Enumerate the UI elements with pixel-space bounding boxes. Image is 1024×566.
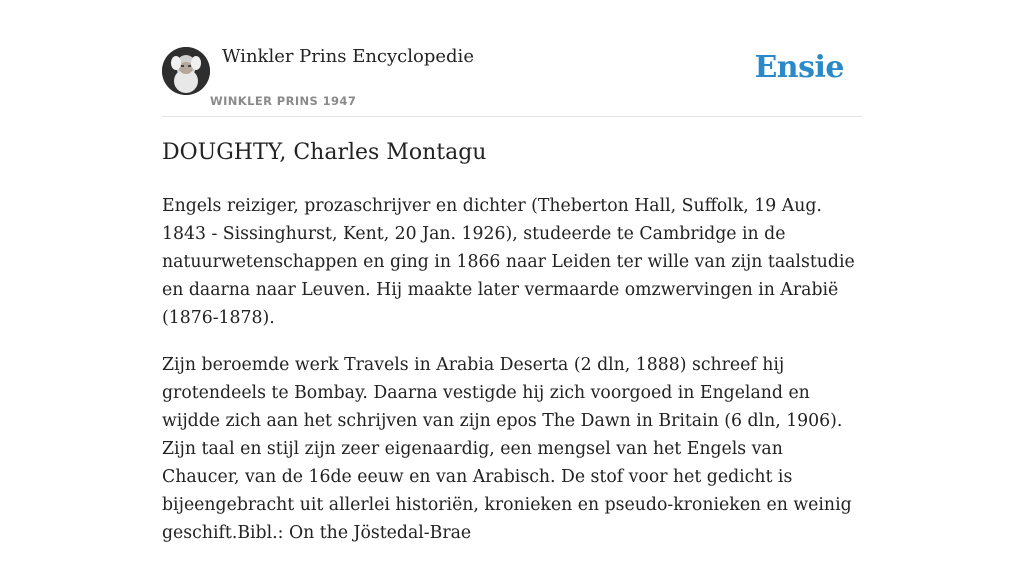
brand-logo[interactable]: Ensie xyxy=(754,50,844,85)
site-name[interactable]: Winkler Prins Encyclopedie xyxy=(222,46,474,67)
edition-label[interactable]: WINKLER PRINS 1947 xyxy=(210,94,357,108)
header xyxy=(162,0,862,117)
article-paragraph: Zijn beroemde werk Travels in Arabia Deserta (2 dln, 1888) schreef hij grotendeels te Bombay. Daarna vestigde hij zich voorgoed in Engeland en wijdde zich aan het schrijven van zijn epos The Dawn in Britain (6 dln, 1906). Zijn taal en stijl zijn zeer eigenaardig, een mengsel van het Engels van Chaucer, van de 16de eeuw en van Arabisch. De stof voor het gedicht is bijeengebracht uit allerlei historiën, kronieken en pseudo-kronieken en weinig geschift.Bibl.: On the Jöstedal-Brae xyxy=(162,355,852,543)
article-title: DOUGHTY, Charles Montagu xyxy=(162,140,487,165)
page xyxy=(162,0,862,543)
bearded-man-portrait-icon xyxy=(162,47,210,95)
article-body xyxy=(162,192,862,566)
avatar[interactable] xyxy=(162,47,210,95)
article-paragraph: Engels reiziger, prozaschrijver en dichter (Theberton Hall, Suffolk, 19 Aug. 1843 - Sissinghurst, Kent, 20 Jan. 1926), studeerde te Cambridge in de natuurwetenschappen en ging in 1866 naar Leiden ter wille van zijn taalstudie en daarna naar Leuven. Hij maakte later vermaarde omzwervingen in Arabië (1876-1878). xyxy=(162,196,855,328)
